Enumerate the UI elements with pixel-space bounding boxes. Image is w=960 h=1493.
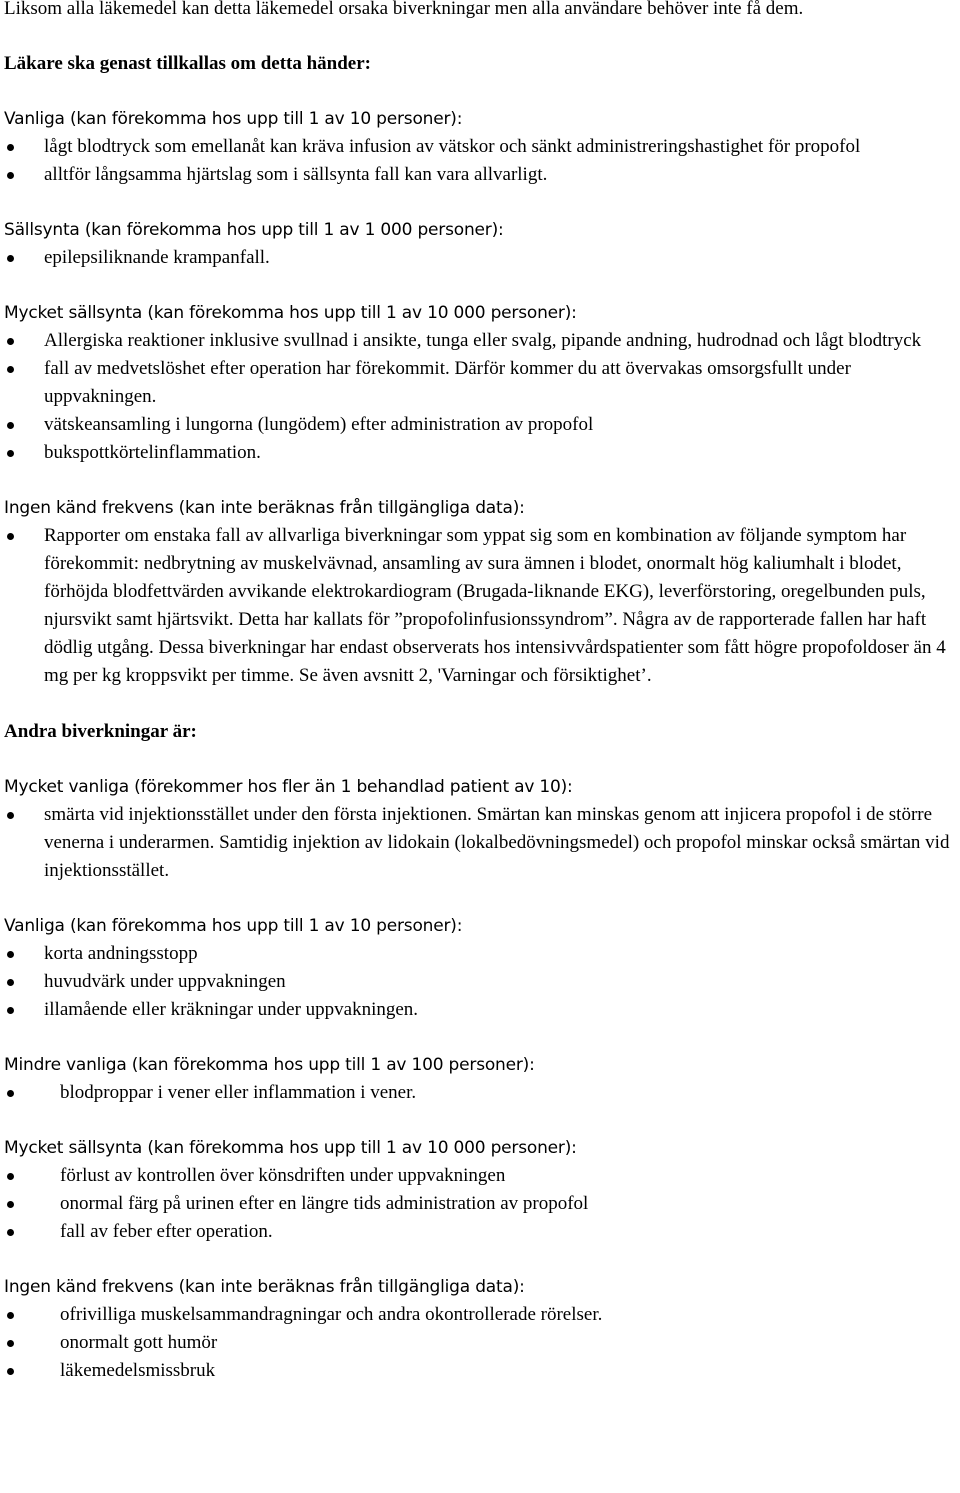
- list-item: förlust av kontrollen över könsdriften under uppvakningen: [4, 1162, 960, 1190]
- frequency-label: Mycket sällsynta (kan förekomma hos upp till 1 av 10 000 personer):: [4, 303, 577, 323]
- heading-other-effects: Andra biverkningar är:: [4, 721, 197, 742]
- bullet-list: [4, 244, 960, 272]
- bullet-list: [4, 133, 960, 189]
- list-item: onormal färg på urinen efter en längre tids administration av propofol: [4, 1190, 960, 1218]
- frequency-label: Vanliga (kan förekomma hos upp till 1 av 10 personer):: [4, 916, 463, 936]
- list-item: vätskeansamling i lungorna (lungödem) efter administration av propofol: [4, 411, 960, 439]
- bullet-list: [4, 1079, 960, 1107]
- list-item: lågt blodtryck som emellanåt kan kräva infusion av vätskor och sänkt administreringshastighet för propofol: [4, 133, 960, 161]
- list-item: blodproppar i vener eller inflammation i vener.: [4, 1079, 960, 1107]
- list-item: korta andningsstopp: [4, 940, 960, 968]
- intro-text: Liksom alla läkemedel kan detta läkemedel orsaka biverkningar men alla användare behöver inte få dem.: [4, 0, 804, 19]
- bullet-list: [4, 940, 960, 1024]
- list-item: bukspottkörtelinflammation.: [4, 439, 960, 467]
- list-item: fall av medvetslöshet efter operation har förekommit. Därför kommer du att övervakas omsorgsfullt under uppvakningen.: [4, 355, 960, 411]
- section-2: [4, 773, 960, 1385]
- frequency-label: Vanliga (kan förekomma hos upp till 1 av 10 personer):: [4, 109, 463, 129]
- list-item: huvudvärk under uppvakningen: [4, 968, 960, 996]
- list-item: ofrivilliga muskelsammandragningar och andra okontrollerade rörelser.: [4, 1301, 960, 1329]
- bullet-list: [4, 801, 960, 885]
- list-item: illamående eller kräkningar under uppvakningen.: [4, 996, 960, 1024]
- frequency-label: Ingen känd frekvens (kan inte beräknas från tillgängliga data):: [4, 1277, 525, 1297]
- bullet-list: [4, 327, 960, 467]
- list-item: onormalt gott humör: [4, 1329, 960, 1357]
- frequency-label: Sällsynta (kan förekomma hos upp till 1 av 1 000 personer):: [4, 220, 504, 240]
- list-item: fall av feber efter operation.: [4, 1218, 960, 1246]
- frequency-label: Mycket sällsynta (kan förekomma hos upp till 1 av 10 000 personer):: [4, 1138, 577, 1158]
- list-item: Rapporter om enstaka fall av allvarliga biverkningar som yppat sig som en kombination av följande symptom har förekommit: nedbrytning av muskelvävnad, ansamling av sura ämnen i blodet, onormalt hög kaliumhalt i blodet, förhöjda blodfettvärden avvikande elektrokardiogram (Brugada-liknande EKG), leverförstoring, oregelbunden puls, njursvikt samt hjärtsvikt. Detta har kallats för ”propofolinfusionssyndrom”. Några av de rapporterade fallen har haft dödlig utgång. Dessa biverkningar har endast observerats hos intensivvårdspatienter som fått högre propofoldoser än 4 mg per kg kroppsvikt per timme. Se även avsnitt 2, 'Varningar och försiktighet’.: [4, 522, 960, 690]
- list-item: smärta vid injektionsstället under den första injektionen. Smärtan kan minskas genom att injicera propofol i de större venerna i underarmen. Samtidig injektion av lidokain (lokalbedövningsmedel) och propofol minskar också smärtan vid injektionsstället.: [4, 801, 960, 885]
- list-item: epilepsiliknande krampanfall.: [4, 244, 960, 272]
- list-item: läkemedelsmissbruk: [4, 1357, 960, 1385]
- frequency-label: Ingen känd frekvens (kan inte beräknas från tillgängliga data):: [4, 498, 525, 518]
- frequency-label: Mycket vanliga (förekommer hos fler än 1 behandlad patient av 10):: [4, 777, 573, 797]
- frequency-label: Mindre vanliga (kan förekomma hos upp till 1 av 100 personer):: [4, 1055, 535, 1075]
- bullet-list: [4, 1162, 960, 1246]
- bullet-list: [4, 1301, 960, 1385]
- section-1: [4, 105, 960, 690]
- heading-seek-doctor: Läkare ska genast tillkallas om detta händer:: [4, 53, 372, 74]
- list-item: alltför långsamma hjärtslag som i sällsynta fall kan vara allvarligt.: [4, 161, 960, 189]
- bullet-list: [4, 522, 960, 690]
- list-item: Allergiska reaktioner inklusive svullnad i ansikte, tunga eller svalg, pipande andning, hudrodnad och lågt blodtryck: [4, 327, 960, 355]
